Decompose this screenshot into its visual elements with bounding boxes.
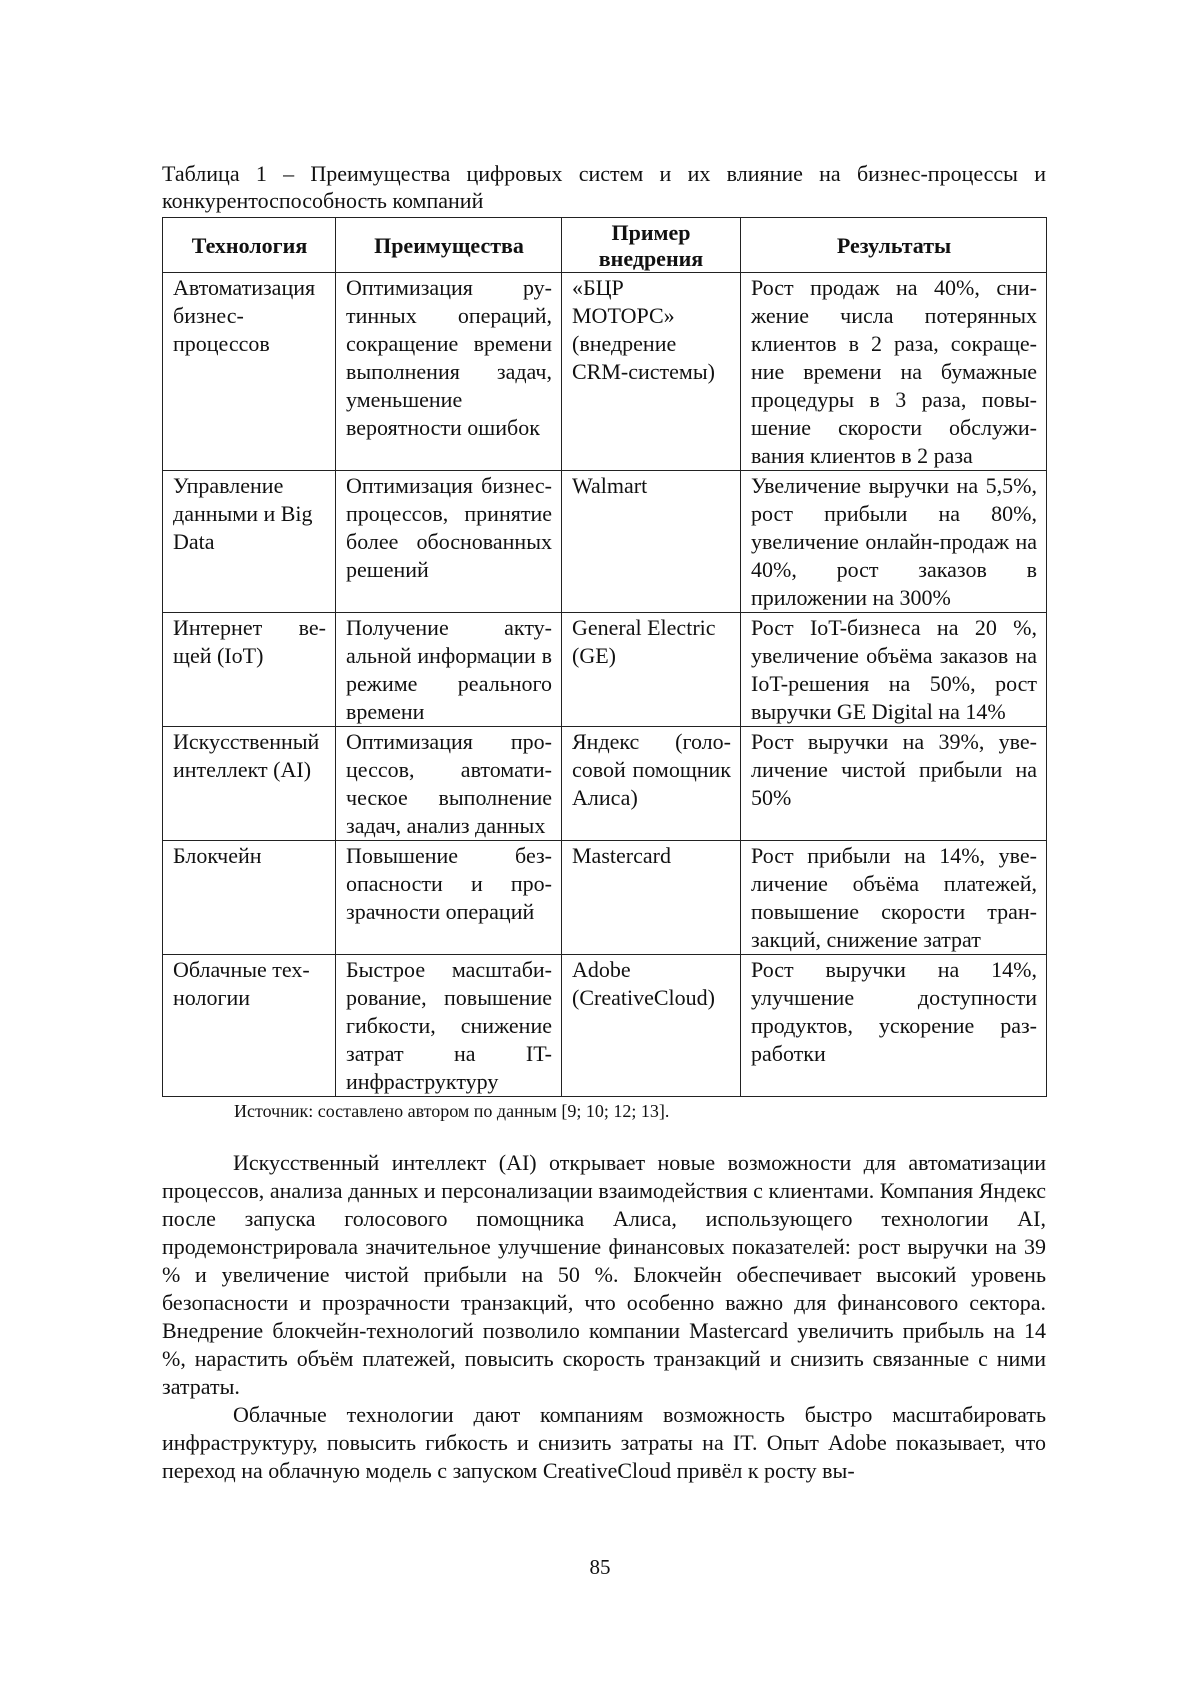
cell-results: Увеличение выручки на 5,5%, рост прибыли на 80%, увеличение онлайн-продаж на 40%, рост заказов в приложении на 300%	[741, 471, 1047, 613]
cell-example: Adobe (CreativeCloud)	[562, 955, 741, 1097]
cell-results: Рост выручки на 14%, улучшение доступности продуктов, ускорение разработки	[741, 955, 1047, 1097]
cell-results: Рост продаж на 40%, снижение числа потерянных клиентов в 2 раза, сокращение времени на бумажные процедуры в 3 раза, повышение скорости обслуживания клиентов в 2 раза	[741, 273, 1047, 471]
cell-results: Рост IoT-бизнеса на 20 %, увеличение объёма заказов на IoT-решения на 50%, рост выручки GE Digital на 14%	[741, 613, 1047, 727]
header-advantages: Преимущества	[336, 218, 562, 273]
paragraph: Искусственный интеллект (AI) открывает новые возможности для автоматизации процессов, анализа данных и персонализации взаимодействия с клиентами. Компания Яндекс после запуска голосового помощника Алиса, использующего технологии AI, продемонстрировала значительное улучшение финансовых показателей: рост выручки на 39 % и увеличение чистой прибыли на 50 %. Блокчейн обеспечивает высокий уровень безопасности и прозрачности транзакций, что особенно важно для финансового сектора. Внедрение блокчейн-технологий позволило компании Mastercard увеличить прибыль на 14 %, нарастить объём платежей, повысить скорость транзакций и снизить связанные с ними затраты.	[162, 1150, 1046, 1399]
cell-advantages: Оптимизация процессов, автоматическое выполнение задач, анализ данных	[336, 727, 562, 841]
table-row	[163, 955, 1047, 1097]
cell-advantages: Оптимизация бизнес-процессов, принятие более обоснованных решений	[336, 471, 562, 613]
page-number: 85	[589, 1555, 611, 1579]
cell-technology: Искусственный интеллект (AI)	[163, 727, 336, 841]
table-caption: Таблица 1 – Преимущества цифровых систем и их влияние на бизнес-процессы и конкурентоспособность компаний	[162, 161, 1046, 213]
cell-advantages: Быстрое масштабирование, повышение гибкости, снижение затрат на IT-инфраструктуру	[336, 955, 562, 1097]
cell-advantages: Оптимизация рутинных операций, сокращение времени выполнения задач, уменьшение вероятности ошибок	[336, 273, 562, 471]
page-content	[162, 160, 1046, 1485]
cell-advantages: Получение актуальной информации в режиме реального времени	[336, 613, 562, 727]
cell-example: Mastercard	[562, 841, 741, 955]
advantages-table	[162, 217, 1047, 1097]
header-technology: Технология	[163, 218, 336, 273]
cell-results: Рост выручки на 39%, увеличение чистой прибыли на 50%	[741, 727, 1047, 841]
table-row	[163, 727, 1047, 841]
paragraph: Облачные технологии дают компаниям возможность быстро масштабировать инфраструктуру, повысить гибкость и снизить затраты на IT. Опыт Adobe показывает, что переход на облачную модель с запуском CreativeCloud привёл к росту вы-	[162, 1402, 1046, 1483]
table-row	[163, 273, 1047, 471]
table-row	[163, 471, 1047, 613]
cell-example: «БЦР МОТОРС» (внедрение CRM-системы)	[562, 273, 741, 471]
cell-technology: Автоматизация бизнес-процессов	[163, 273, 336, 471]
header-results: Результаты	[741, 218, 1047, 273]
cell-technology: Облачные технологии	[163, 955, 336, 1097]
table-row	[163, 841, 1047, 955]
cell-example: Walmart	[562, 471, 741, 613]
body-text	[162, 1149, 1046, 1485]
cell-technology: Интернет вещей (IoT)	[163, 613, 336, 727]
cell-advantages: Повышение безопасности и прозрачности операций	[336, 841, 562, 955]
table-header-row	[163, 218, 1047, 273]
cell-technology: Управление данными и Big Data	[163, 471, 336, 613]
table-row	[163, 613, 1047, 727]
header-implementation-example: Пример внедрения	[562, 218, 741, 273]
cell-technology: Блокчейн	[163, 841, 336, 955]
cell-example: General Electric (GE)	[562, 613, 741, 727]
table-source-note: Источник: составлено автором по данным [9; 10; 12; 13].	[234, 1101, 670, 1121]
cell-example: Яндекс (голосовой помощник Алиса)	[562, 727, 741, 841]
cell-results: Рост прибыли на 14%, увеличение объёма платежей, повышение скорости транзакций, снижение затрат	[741, 841, 1047, 955]
